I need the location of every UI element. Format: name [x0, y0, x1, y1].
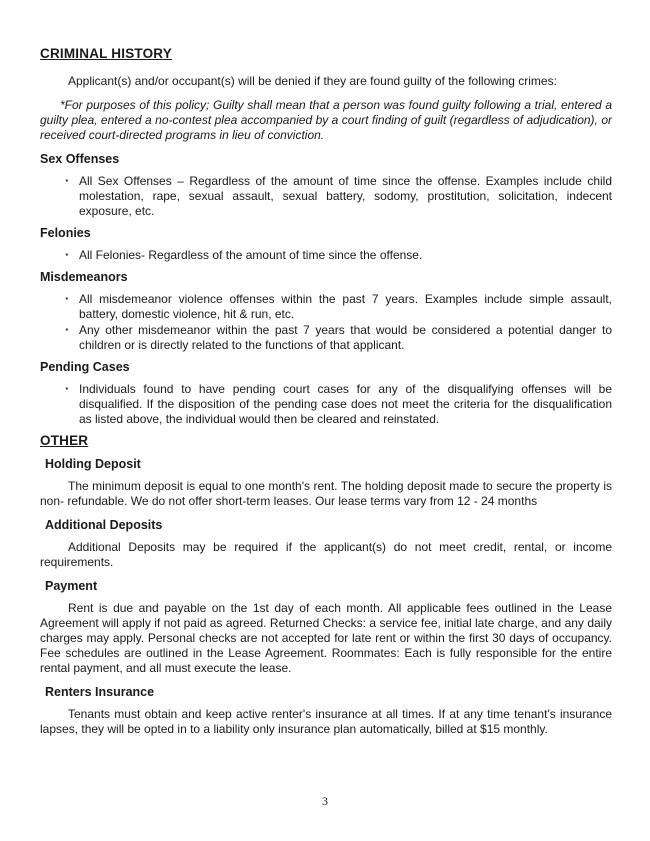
payment-heading: Payment — [45, 579, 98, 593]
felonies-heading: Felonies — [40, 226, 91, 240]
criminal-history-intro: Applicant(s) and/or occupant(s) will be denied if they are found guilty of the following crimes: — [68, 74, 557, 88]
sex-offenses-list — [40, 174, 612, 219]
list-item: · All Sex Offenses – Regardless of the amount of time since the offense. Examples include child molestation, rape, sexual assault, sexual battery, sodomy, prostitution, solicitation, indecent exposure, etc. — [79, 174, 612, 219]
misdemeanors-list — [40, 292, 612, 353]
list-item: · Any other misdemeanor within the past 7 years that would be considered a potential danger to children or is directly related to the functions of that applicant. — [79, 323, 612, 353]
list-item: · All misdemeanor violence offenses within the past 7 years. Examples include simple assault, battery, domestic violence, hit & run, etc. — [79, 292, 612, 322]
policy-note: *For purposes of this policy; Guilty shall mean that a person was found guilty following a trial, entered a guilty plea, entered a no-contest plea accompanied by a court finding of guilt (regardless of adjudication), or received court-directed programs in lieu of conviction. — [40, 98, 612, 142]
holding-deposit-heading: Holding Deposit — [45, 457, 141, 471]
list-item: · All Felonies- Regardless of the amount of time since the offense. — [79, 248, 612, 263]
pending-cases-list — [40, 382, 612, 427]
criminal-history-title: CRIMINAL HISTORY — [40, 46, 172, 61]
sex-offenses-heading: Sex Offenses — [40, 152, 120, 166]
renters-insurance-body: Tenants must obtain and keep active renter's insurance at all times. If at any time tenant's insurance lapses, they will be opted in to a liability only insurance plan automatically, billed at $15 monthly. — [40, 707, 612, 736]
felonies-list — [40, 248, 612, 263]
pending-cases-heading: Pending Cases — [40, 360, 130, 374]
misdemeanors-heading: Misdemeanors — [40, 270, 128, 284]
other-title: OTHER — [40, 433, 89, 448]
additional-deposits-body: Additional Deposits may be required if the applicant(s) do not meet credit, rental, or income requirements. — [40, 540, 612, 569]
holding-deposit-body: The minimum deposit is equal to one month's rent. The holding deposit made to secure the property is non- refundable. We do not offer short-term leases. Our lease terms vary from 12 - 24 months — [40, 479, 612, 508]
renters-insurance-heading: Renters Insurance — [45, 685, 155, 699]
list-item: · Individuals found to have pending court cases for any of the disqualifying offenses will be disqualified. If the disposition of the pending case does not meet the criteria for the disqualification as listed above, the individual would then be cleared and reinstated. — [79, 382, 612, 427]
additional-deposits-heading: Additional Deposits — [45, 518, 163, 532]
payment-body: Rent is due and payable on the 1st day of each month. All applicable fees outlined in the Lease Agreement will apply if not paid as agreed. Returned Checks: a service fee, initial late charge, and any daily charges may apply. Personal checks are not accepted for late rent or within the first 30 days of occupancy. Fee schedules are outlined in the Lease Agreement. Roommates: Each is fully responsible for the entire rental payment, and all must execute the lease. — [40, 601, 612, 675]
page-number: 3 — [322, 794, 328, 808]
